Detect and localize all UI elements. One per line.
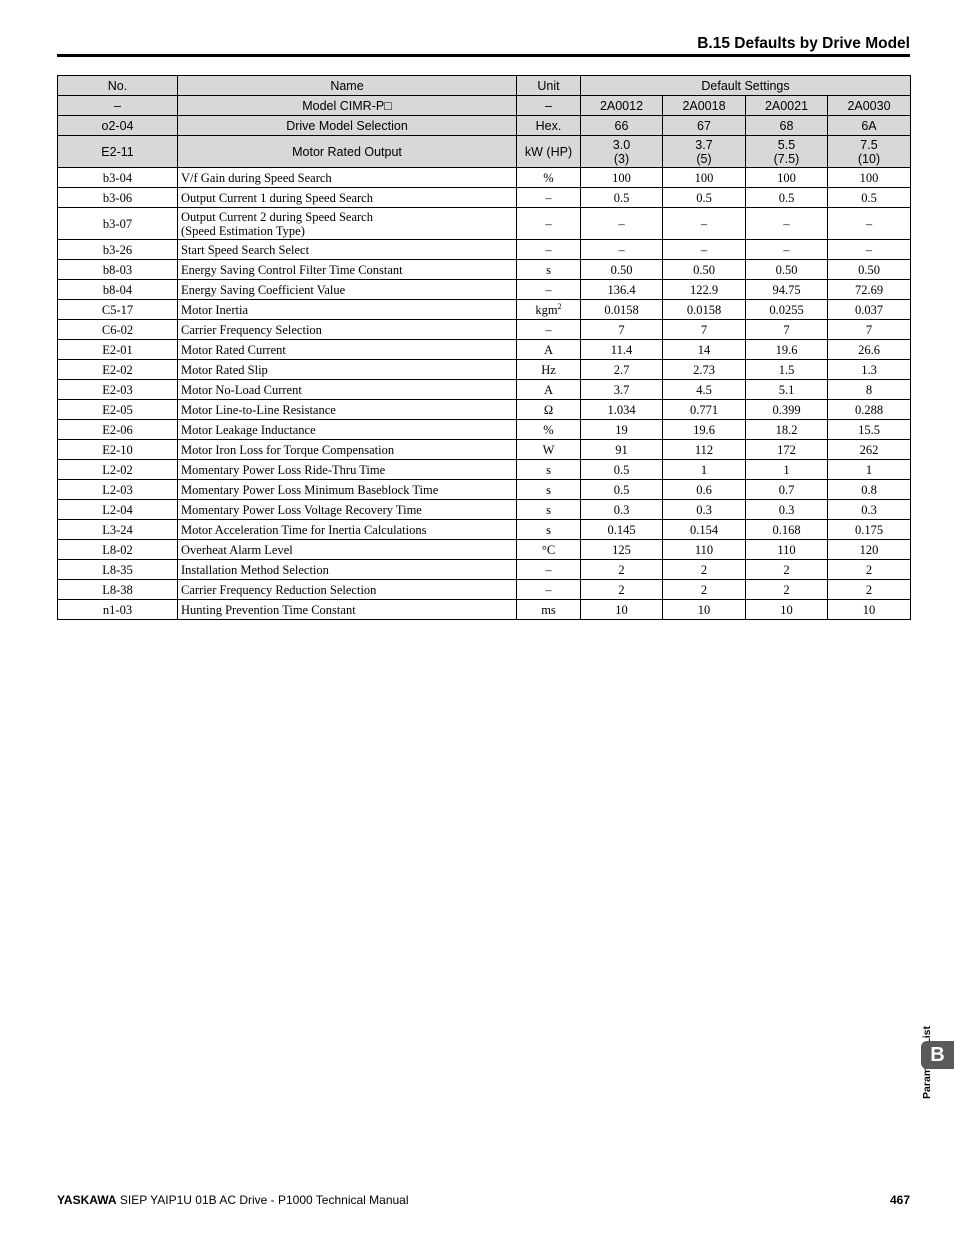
param-value: 2 [581,580,663,600]
param-value: 0.3 [746,500,828,520]
param-value: 2.73 [663,360,746,380]
param-value: 2 [828,580,911,600]
footer [57,1193,409,1207]
param-name: Motor Iron Loss for Torque Compensation [178,440,517,460]
header-rule [57,54,910,57]
selection-value: 67 [663,116,746,136]
param-no: L8-38 [58,580,178,600]
output-row-name: Motor Rated Output [178,136,517,168]
param-value: 110 [746,540,828,560]
param-value: 0.168 [746,520,828,540]
param-unit: – [517,188,581,208]
param-no: b3-04 [58,168,178,188]
param-value: 0.5 [746,188,828,208]
param-value: 10 [663,600,746,620]
param-value: 2.7 [581,360,663,380]
param-value: 10 [581,600,663,620]
table-row [58,440,911,460]
col-no-header: No. [58,76,178,96]
param-value: 1.3 [828,360,911,380]
param-no: n1-03 [58,600,178,620]
param-name: Overheat Alarm Level [178,540,517,560]
param-no: E2-10 [58,440,178,460]
param-name: Momentary Power Loss Minimum Baseblock Time [178,480,517,500]
param-no: L2-02 [58,460,178,480]
param-no: E2-01 [58,340,178,360]
param-no: L2-03 [58,480,178,500]
param-value: 122.9 [663,280,746,300]
param-value: 2 [663,580,746,600]
param-value: 0.5 [663,188,746,208]
param-value: 19.6 [663,420,746,440]
param-value: 2 [828,560,911,580]
param-value: 1.5 [746,360,828,380]
param-value: 3.7 [581,380,663,400]
param-name: Installation Method Selection [178,560,517,580]
table-row [58,380,911,400]
param-name: Motor Line-to-Line Resistance [178,400,517,420]
param-unit: Ω [517,400,581,420]
param-value: 262 [828,440,911,460]
defaults-table [57,75,911,620]
param-unit: s [517,520,581,540]
table-row [58,400,911,420]
selection-value: 66 [581,116,663,136]
param-no: b8-04 [58,280,178,300]
param-unit: A [517,340,581,360]
param-value: 0.399 [746,400,828,420]
param-unit: – [517,240,581,260]
table-row [58,580,911,600]
param-no: E2-06 [58,420,178,440]
param-unit: s [517,500,581,520]
param-value: 1 [828,460,911,480]
param-value: 2 [746,580,828,600]
param-no: b3-07 [58,208,178,240]
param-value: 100 [581,168,663,188]
output-value: 5.5 (7.5) [746,136,828,168]
param-unit: – [517,208,581,240]
param-value: 15.5 [828,420,911,440]
param-value: 7 [828,320,911,340]
param-name: Motor Rated Current [178,340,517,360]
param-unit: – [517,580,581,600]
col-default-header: Default Settings [581,76,911,96]
param-unit: kgm$^2$ [517,300,581,320]
param-value: 0.175 [828,520,911,540]
footer-brand: YASKAWA [57,1193,117,1207]
param-name: Momentary Power Loss Ride-Thru Time [178,460,517,480]
param-value: 112 [663,440,746,460]
param-value: 4.5 [663,380,746,400]
param-value: 172 [746,440,828,460]
param-name: V/f Gain during Speed Search [178,168,517,188]
table-row [58,208,911,240]
param-value: 8 [828,380,911,400]
param-name: Hunting Prevention Time Constant [178,600,517,620]
param-value: 72.69 [828,280,911,300]
selection-value: 6A [828,116,911,136]
selection-value: 68 [746,116,828,136]
table-row [58,320,911,340]
param-no: L8-02 [58,540,178,560]
output-row-no: E2-11 [58,136,178,168]
param-unit: ms [517,600,581,620]
param-value: 2 [581,560,663,580]
param-unit: – [517,320,581,340]
param-name: Carrier Frequency Reduction Selection [178,580,517,600]
param-value: 0.145 [581,520,663,540]
output-value: 3.0 (3) [581,136,663,168]
param-unit: Hz [517,360,581,380]
param-value: 2 [746,560,828,580]
param-value: – [828,208,911,240]
output-row [58,136,911,168]
param-value: 0.5 [581,460,663,480]
footer-manual: SIEP YAIP1U 01B AC Drive - P1000 Technical Manual [119,1193,409,1207]
param-value: 26.6 [828,340,911,360]
section-title: B.15 Defaults by Drive Model [697,35,910,52]
param-value: – [828,240,911,260]
table-row [58,600,911,620]
param-value: 7 [581,320,663,340]
table-row [58,520,911,540]
output-row-unit: kW (HP) [517,136,581,168]
param-value: 0.7 [746,480,828,500]
param-value: 0.5 [581,480,663,500]
param-value: 91 [581,440,663,460]
param-value: – [746,208,828,240]
param-value: 0.0255 [746,300,828,320]
param-value: 0.5 [828,188,911,208]
param-value: 0.288 [828,400,911,420]
section-tab: B [921,1041,954,1069]
param-value: – [581,208,663,240]
model-row-unit: – [517,96,581,116]
param-value: 100 [746,168,828,188]
selection-row-no: o2-04 [58,116,178,136]
param-no: L3-24 [58,520,178,540]
param-unit: – [517,280,581,300]
param-value: 0.771 [663,400,746,420]
param-name: Motor Rated Slip [178,360,517,380]
param-name: Output Current 2 during Speed Search (Speed Estimation Type) [178,208,517,240]
param-no: L8-35 [58,560,178,580]
param-value: 5.1 [746,380,828,400]
param-value: – [581,240,663,260]
param-unit: s [517,260,581,280]
param-value: 11.4 [581,340,663,360]
param-value: 0.3 [581,500,663,520]
param-name: Motor Inertia [178,300,517,320]
model-row [58,96,911,116]
model-2a0012: 2A0012 [581,96,663,116]
param-name: Energy Saving Coefficient Value [178,280,517,300]
param-value: 18.2 [746,420,828,440]
param-value: 19.6 [746,340,828,360]
param-name: Motor Leakage Inductance [178,420,517,440]
param-value: 1 [663,460,746,480]
model-2a0030: 2A0030 [828,96,911,116]
param-no: E2-05 [58,400,178,420]
table-row [58,500,911,520]
param-name: Output Current 1 during Speed Search [178,188,517,208]
selection-row-unit: Hex. [517,116,581,136]
col-unit-header: Unit [517,76,581,96]
param-no: b3-26 [58,240,178,260]
param-unit: A [517,380,581,400]
param-name: Start Speed Search Select [178,240,517,260]
table-row [58,188,911,208]
param-unit: – [517,560,581,580]
param-name: Momentary Power Loss Voltage Recovery Time [178,500,517,520]
param-unit: °C [517,540,581,560]
param-name: Energy Saving Control Filter Time Constant [178,260,517,280]
table-row [58,168,911,188]
param-value: 1 [746,460,828,480]
model-2a0018: 2A0018 [663,96,746,116]
param-value: 0.8 [828,480,911,500]
param-value: 100 [663,168,746,188]
param-unit: s [517,460,581,480]
selection-row [58,116,911,136]
model-row-no: – [58,96,178,116]
param-value: 14 [663,340,746,360]
param-value: 0.154 [663,520,746,540]
param-value: 0.50 [746,260,828,280]
table-row [58,240,911,260]
param-value: 0.3 [663,500,746,520]
table-row [58,460,911,480]
table-row [58,420,911,440]
param-value: 7 [746,320,828,340]
table-row [58,360,911,380]
output-value: 7.5 (10) [828,136,911,168]
param-value: 10 [828,600,911,620]
param-no: L2-04 [58,500,178,520]
param-value: – [663,208,746,240]
param-value: – [746,240,828,260]
table-row [58,480,911,500]
param-unit: % [517,168,581,188]
param-value: 19 [581,420,663,440]
param-value: 125 [581,540,663,560]
param-value: 0.50 [581,260,663,280]
selection-row-name: Drive Model Selection [178,116,517,136]
param-value: 7 [663,320,746,340]
model-row-name: Model CIMR-P□ [178,96,517,116]
param-value: 120 [828,540,911,560]
param-no: b8-03 [58,260,178,280]
param-value: 1.034 [581,400,663,420]
param-name: Carrier Frequency Selection [178,320,517,340]
param-unit: W [517,440,581,460]
param-name: Motor No-Load Current [178,380,517,400]
param-value: 10 [746,600,828,620]
page-number: 467 [889,1193,910,1207]
param-unit: s [517,480,581,500]
output-value: 3.7 (5) [663,136,746,168]
col-name-header: Name [178,76,517,96]
param-value: 110 [663,540,746,560]
param-no: E2-03 [58,380,178,400]
param-value: 0.3 [828,500,911,520]
param-no: b3-06 [58,188,178,208]
param-no: C5-17 [58,300,178,320]
table-row [58,560,911,580]
param-no: E2-02 [58,360,178,380]
param-value: 0.6 [663,480,746,500]
param-value: 100 [828,168,911,188]
param-value: 0.50 [663,260,746,280]
param-value: 136.4 [581,280,663,300]
param-value: 94.75 [746,280,828,300]
param-no: C6-02 [58,320,178,340]
param-value: 0.5 [581,188,663,208]
param-unit: % [517,420,581,440]
table-row [58,340,911,360]
param-value: 0.037 [828,300,911,320]
param-value: 0.0158 [581,300,663,320]
param-value: – [663,240,746,260]
param-name: Motor Acceleration Time for Inertia Calculations [178,520,517,540]
param-value: 2 [663,560,746,580]
table-row [58,300,911,320]
table-row [58,280,911,300]
param-value: 0.0158 [663,300,746,320]
header-row [58,76,911,96]
param-value: 0.50 [828,260,911,280]
table-row [58,260,911,280]
model-2a0021: 2A0021 [746,96,828,116]
table-row [58,540,911,560]
